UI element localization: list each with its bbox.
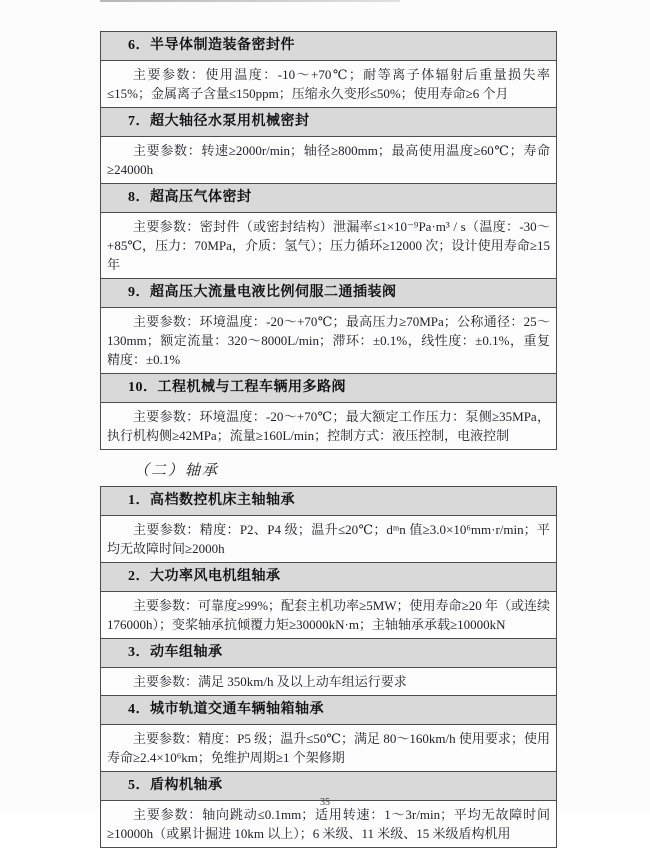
spec-item-title: 4．城市轨道交通车辆轴箱轴承 [101, 696, 557, 725]
spec-item-params: 主要参数：使用温度：-10～+70℃；耐等离子体辐射后重量损失率≤15%；金属离子含量≤150ppm；压缩永久变形≤50%；使用寿命≥6 个月 [101, 61, 557, 108]
spec-item-title: 3．动车组轴承 [101, 639, 557, 668]
spec-item-params: 主要参数：可靠度≥99%；配套主机功率≥5MW；使用寿命≥20 年（或连续 176000h）；变桨轴承抗倾覆力矩≥30000kN·m；主轴轴承承载≥10000kN [101, 592, 557, 639]
table-row-header [101, 108, 557, 137]
spec-item-title: 5．盾构机轴承 [101, 772, 557, 801]
page-number: 35 [320, 797, 330, 808]
table-row-body [101, 137, 557, 184]
section-heading-bearings: （二）轴承 [134, 463, 220, 479]
table-row-body [101, 725, 557, 772]
spec-item-title: 8．超高压气体密封 [101, 184, 557, 213]
page-content [100, 31, 557, 848]
table-row-header [101, 696, 557, 725]
table-row-header [101, 279, 557, 308]
bearings-spec-table [100, 486, 557, 848]
spec-item-title: 6．半导体制造装备密封件 [101, 32, 557, 61]
spec-item-title: 10．工程机械与工程车辆用多路阀 [101, 374, 557, 403]
spec-item-title: 2．大功率风电机组轴承 [101, 563, 557, 592]
spec-item-params: 主要参数：环境温度：-20～+70℃；最高压力≥70MPa；公称通径：25～130mm；额定流量：320～8000L/min；滞环：±0.1%，线性度：±0.1%，重复精度：±0.1% [101, 308, 557, 374]
table-row-header [101, 374, 557, 403]
table-row-body [101, 668, 557, 696]
table-row-body [101, 592, 557, 639]
spec-item-params: 主要参数：精度：P5 级；温升≤50℃；满足 80～160km/h 使用要求；使用寿命≥2.4×10⁶km；免维护周期≥1 个架修期 [101, 725, 557, 772]
spec-item-params: 主要参数：满足 350km/h 及以上动车组运行要求 [101, 668, 557, 696]
previous-page-border-artifact [100, 0, 400, 2]
table-row-header [101, 32, 557, 61]
spec-item-params: 主要参数：轴向跳动≤0.1mm；适用转速：1～3r/min；平均无故障时间≥10000h（或累计掘进 10km 以上）；6 米级、11 米级、15 米级盾构机用 [101, 801, 557, 848]
spec-item-params: 主要参数：精度：P2、P4 级；温升≤20℃；dᵐn 值≥3.0×10⁶mm·r/min；平均无故障时间≥2000h [101, 516, 557, 563]
spec-item-params: 主要参数：密封件（或密封结构）泄漏率≤1×10⁻⁹Pa·m³ / s（温度：-30～+85℃，压力：70MPa，介质：氢气）；压力循环≥12000 次；设计使用寿命≥15 年 [101, 213, 557, 279]
table-row-header [101, 487, 557, 516]
table-row-body [101, 61, 557, 108]
spec-item-title: 9．超高压大流量电液比例伺服二通插装阀 [101, 279, 557, 308]
table-row-body [101, 213, 557, 279]
table-row-header [101, 639, 557, 668]
table-row-body [101, 308, 557, 374]
seals-spec-table [100, 31, 557, 450]
table-row-header [101, 563, 557, 592]
spec-item-title: 1．高档数控机床主轴轴承 [101, 487, 557, 516]
table-row-body [101, 403, 557, 450]
spec-item-params: 主要参数：环境温度：-20～+70℃；最大额定工作压力：泵侧≥35MPa，执行机构侧≥42MPa；流量≥160L/min；控制方式：液压控制，电液控制 [101, 403, 557, 450]
spec-item-params: 主要参数：转速≥2000r/min；轴径≥800mm；最高使用温度≥60℃；寿命≥24000h [101, 137, 557, 184]
table-row-header [101, 184, 557, 213]
table-row-body [101, 516, 557, 563]
spec-item-title: 7．超大轴径水泵用机械密封 [101, 108, 557, 137]
